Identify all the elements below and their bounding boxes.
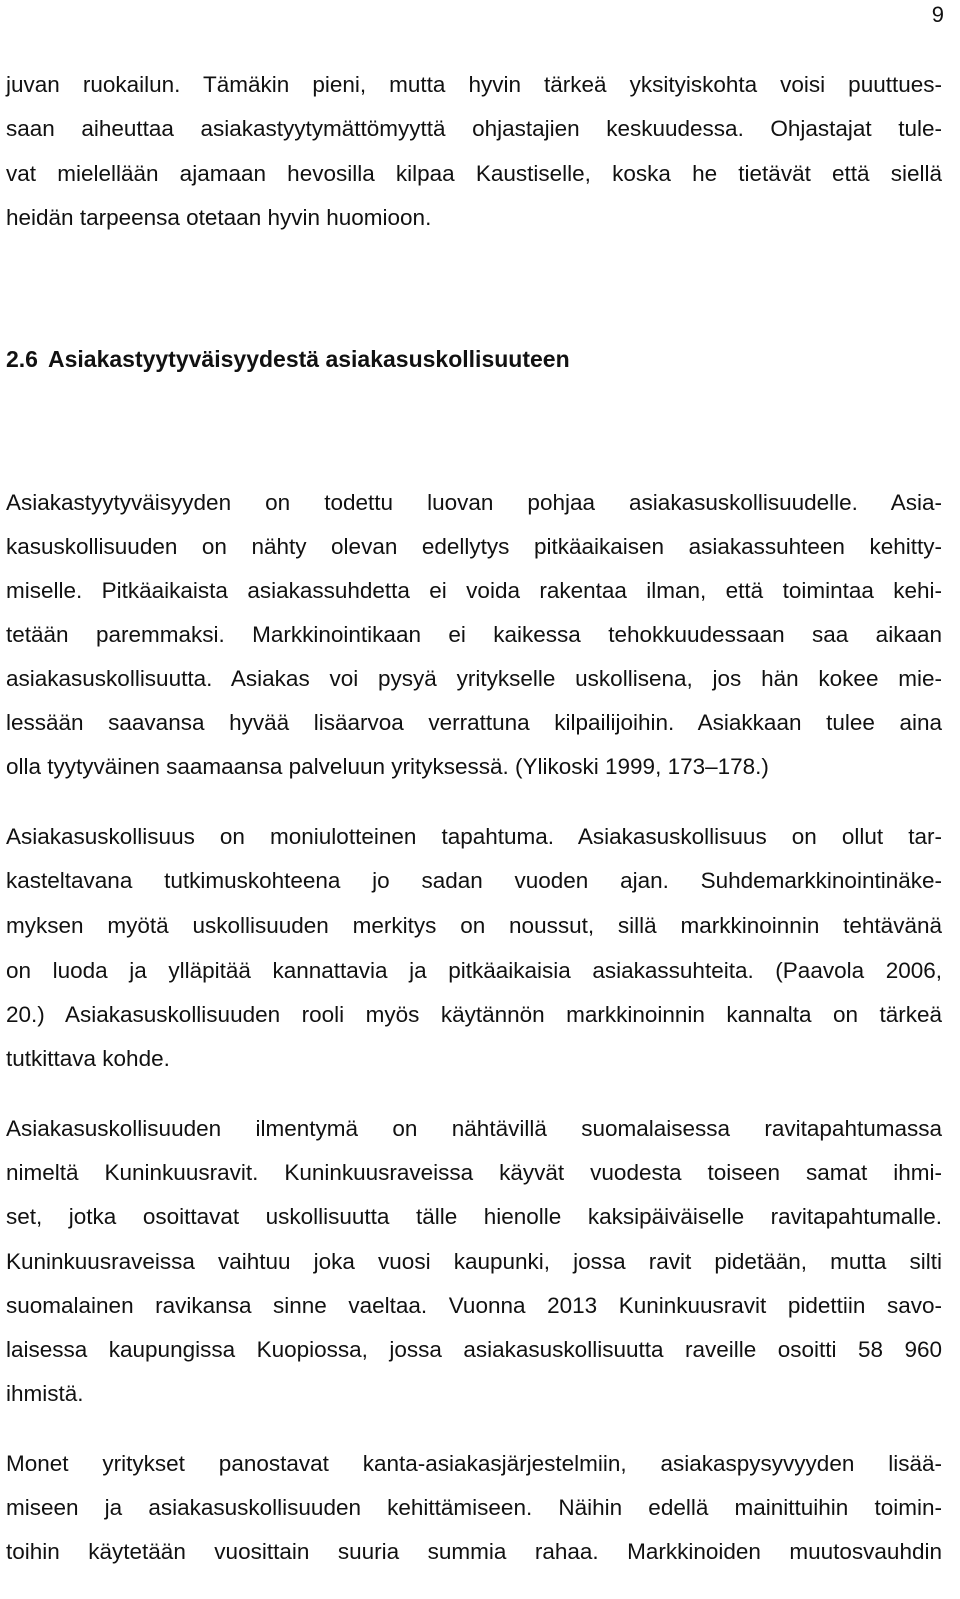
section-number: 2.6 [6,346,38,372]
text-line: juvan ruokailun. Tämäkin pieni, mutta hyvin tärkeä yksityiskohta voisi puuttues- [6,72,942,97]
text-line: lessään saavansa hyvää lisäarvoa verrattuna kilpailijoihin. Asiakkaan tulee aina [6,710,942,735]
text-line: heidän tarpeensa otetaan hyvin huomioon. [6,205,432,230]
text-line: laisessa kaupungissa Kuopiossa, jossa asiakasuskollisuutta raveille osoitti 58 960 [6,1337,942,1362]
text-line: miselle. Pitkäaikaista asiakassuhdetta ei voida rakentaa ilman, että toimintaa kehi- [6,578,942,603]
text-line: toihin käytetään vuosittain suuria summia rahaa. Markkinoiden muutosvauhdin [6,1539,942,1564]
page-number: 9 [931,2,944,27]
text-line: suomalainen ravikansa sinne vaeltaa. Vuonna 2013 Kuninkuusravit pidettiin savo- [6,1293,942,1318]
text-line: Kuninkuusraveissa vaihtuu joka vuosi kaupunki, jossa ravit pidetään, mutta silti [6,1249,942,1274]
text-line: Asiakasuskollisuuden ilmentymä on nähtävillä suomalaisessa ravitapahtumassa [6,1116,942,1141]
text-line: saan aiheuttaa asiakastyytymättömyyttä ohjastajien keskuudessa. Ohjastajat tule- [6,116,942,141]
text-line: 20.) Asiakasuskollisuuden rooli myös käytännön markkinoinnin kannalta on tärkeä [6,1002,942,1027]
text-line: vat mielellään ajamaan hevosilla kilpaa Kaustiselle, koska he tietävät että siellä [6,161,942,186]
text-line: Asiakasuskollisuus on moniulotteinen tapahtuma. Asiakasuskollisuus on ollut tar- [6,824,942,849]
text-line: kasuskollisuuden on nähty olevan edellytys pitkäaikaisen asiakassuhteen kehitty- [6,534,942,559]
text-line: on luoda ja ylläpitää kannattavia ja pitkäaikaisia asiakassuhteita. (Paavola 2006, [6,958,942,983]
text-line: olla tyytyväinen saamaansa palveluun yrityksessä. (Ylikoski 1999, 173–178.) [6,754,769,779]
text-line: kasteltavana tutkimuskohteena jo sadan vuoden ajan. Suhdemarkkinointinäke- [6,868,942,893]
text-line: miseen ja asiakasuskollisuuden kehittämiseen. Näihin edellä mainittuihin toimin- [6,1495,942,1520]
text-line: asiakasuskollisuutta. Asiakas voi pysyä yritykselle uskollisena, jos hän kokee mie- [6,666,942,691]
text-line: Monet yritykset panostavat kanta-asiakasjärjestelmiin, asiakaspysyvyyden lisää- [6,1451,942,1476]
text-line: ihmistä. [6,1381,84,1406]
text-line: set, jotka osoittavat uskollisuutta tälle hienolle kaksipäiväiselle ravitapahtumalle. [6,1204,942,1229]
section-title: Asiakastyytyväisyydestä asiakasuskollisuuteen [47,346,570,372]
text-line: Asiakastyytyväisyyden on todettu luovan pohjaa asiakasuskollisuudelle. Asia- [6,490,942,515]
section-heading [6,343,570,375]
text-line: myksen myötä uskollisuuden merkitys on noussut, sillä markkinoinnin tehtävänä [6,913,942,938]
text-line: nimeltä Kuninkuusravit. Kuninkuusraveissa käyvät vuodesta toiseen samat ihmi- [6,1160,942,1185]
text-line: tutkittava kohde. [6,1046,170,1071]
text-line: tetään paremmaksi. Markkinointikaan ei kaikessa tehokkuudessaan saa aikaan [6,622,942,647]
